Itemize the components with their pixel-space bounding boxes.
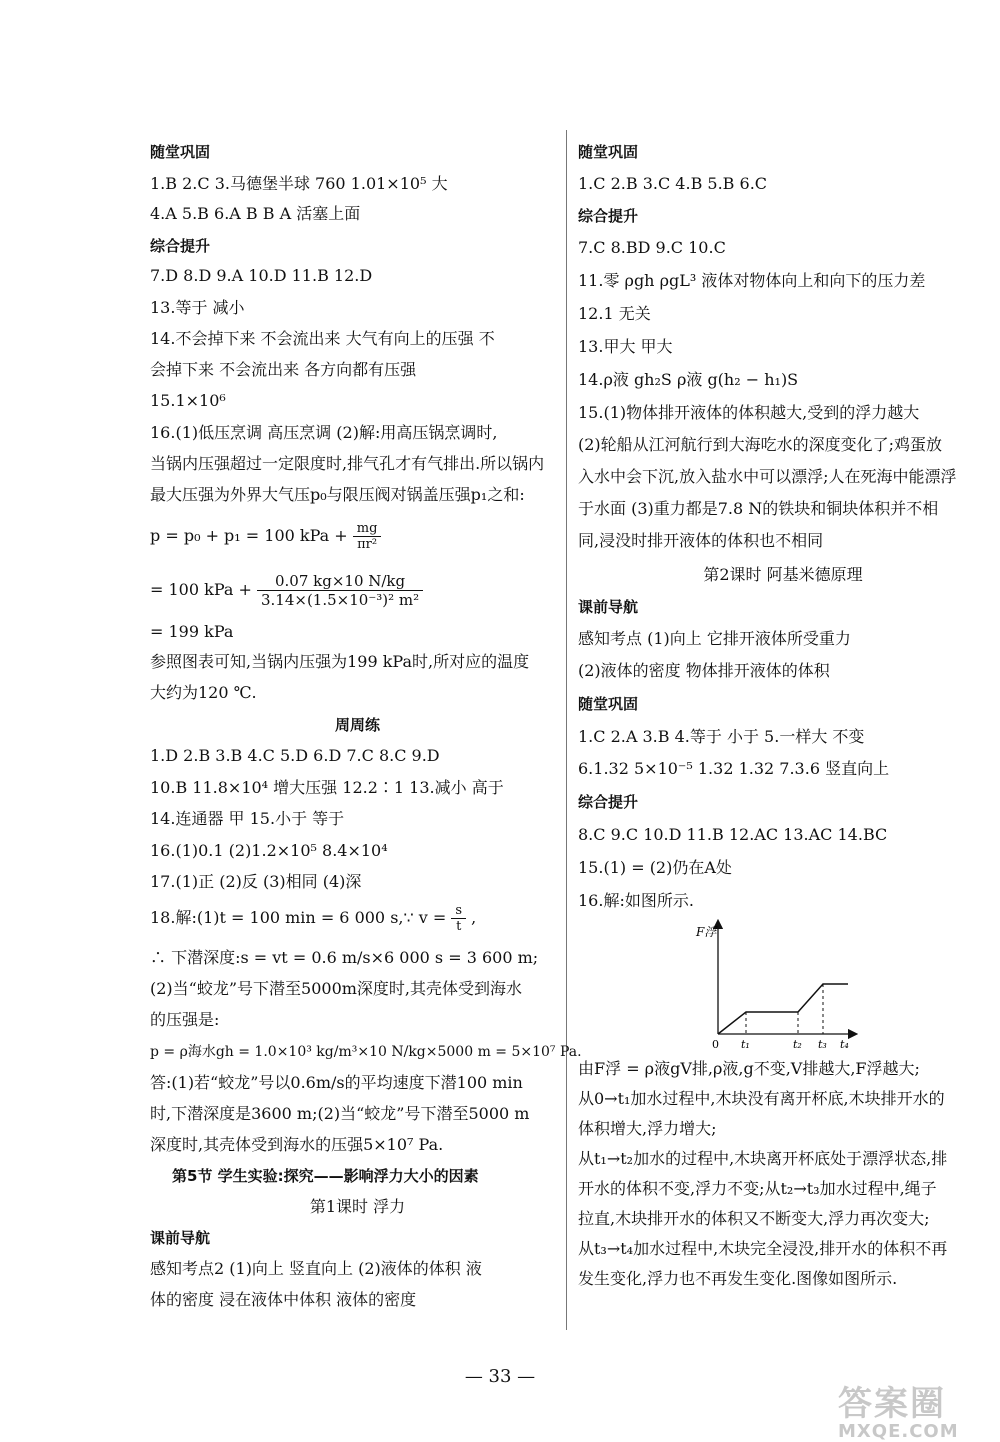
watermark-url: MXQE.COM [838, 1421, 959, 1442]
answer-line: 7.D 8.D 9.A 10.D 11.B 12.D [150, 266, 373, 285]
answer-line: 发生变化,浮力也不再发生变化.图像如图所示. [578, 1269, 898, 1288]
answer-line: 13.等于 减小 [150, 298, 245, 317]
answer-line: 1.C 2.A 3.B 4.等于 小于 5.一样大 不变 [578, 727, 865, 746]
section-title: 课前导航 [578, 598, 639, 616]
answer-line: 从0→t₁加水过程中,木块没有离开杯底,木块排开水的 [578, 1089, 945, 1108]
tick-label: t₁ [741, 1038, 750, 1051]
answer-line: (2)液体的密度 物体排开液体的体积 [578, 661, 830, 680]
answer-line: 最大压强为外界大气压p₀与限压阀对锅盖压强p₁之和: [150, 485, 525, 504]
answer-line: 深度时,其壳体受到海水的压强5×10⁷ Pa. [150, 1135, 444, 1154]
equation-lhs: p = p₀ + p₁ = 100 kPa + [150, 526, 348, 545]
answer-line: 体积增大,浮力增大; [578, 1119, 717, 1138]
tick-label: t₃ [818, 1038, 827, 1051]
answer-line: 14.连通器 甲 15.小于 等于 [150, 809, 345, 828]
answer-line: 感知考点 (1)向上 它排开液体所受重力 [578, 629, 851, 648]
fraction [451, 903, 466, 934]
answer-line: (2)轮船从江河航行到大海吃水的深度变化了;鸡蛋放 [578, 435, 943, 454]
answer-line: 从t₃→t₄加水过程中,木块完全浸没,排开水的体积不再 [578, 1239, 948, 1258]
answer-line: 16.解:如图所示. [578, 891, 694, 910]
answer-line: 同,浸没时排开液体的体积也不相同 [578, 531, 824, 550]
answer-line: 14.不会掉下来 不会流出来 大气有向上的压强 不 [150, 329, 495, 348]
column-divider [566, 130, 567, 1330]
answer-line: 的压强是: [150, 1010, 220, 1029]
answer-line: 拉直,木块排开水的体积又不断变大,浮力再次变大; [578, 1209, 930, 1228]
equation-lhs: = 100 kPa + [150, 580, 252, 599]
fraction-numerator: mg [353, 521, 382, 537]
equation-text: , [471, 908, 477, 927]
section-title: 综合提升 [578, 793, 639, 811]
page-number: — 33 — [464, 1366, 536, 1387]
answer-line: 13.甲大 甲大 [578, 337, 673, 356]
equation-line [150, 514, 381, 558]
section-title: 随堂巩固 [150, 143, 211, 161]
answer-line: p = ρ海水gh = 1.0×10³ kg/m³×10 N/kg×5000 m = 5×10⁷ Pa. [150, 1044, 582, 1060]
y-axis-label: F浮 [696, 925, 717, 939]
fraction-denominator: t [456, 919, 462, 934]
answer-line: 8.C 9.C 10.D 11.B 12.AC 13.AC 14.BC [578, 825, 888, 844]
answer-line: 大约为120 ℃. [150, 683, 257, 702]
fraction-denominator: πr² [357, 537, 378, 552]
answer-line: 17.(1)正 (2)反 (3)相同 (4)深 [150, 872, 362, 891]
fraction-denominator: 3.14×(1.5×10⁻³)² m² [260, 591, 420, 609]
tick-label: t₄ [840, 1038, 849, 1051]
answer-line: 时,下潜深度是3600 m;(2)当“蛟龙”号下潜至5000 m [150, 1104, 530, 1123]
subsection-heading: 第2课时 阿基米德原理 [703, 565, 863, 584]
section-title: 综合提升 [150, 237, 211, 255]
answer-line: (2)当“蛟龙”号下潜至5000m深度时,其壳体受到海水 [150, 979, 523, 998]
section-title: 随堂巩固 [578, 143, 639, 161]
answer-line: ∴ 下潜深度:s = vt = 0.6 m/s×6 000 s = 3 600 m; [150, 948, 539, 967]
tick-label: t₂ [793, 1038, 802, 1051]
section-heading: 周周练 [334, 716, 380, 734]
fraction [257, 572, 423, 609]
answer-line: 7.C 8.BD 9.C 10.C [578, 238, 726, 257]
equation-line [150, 898, 476, 938]
answer-line: 体的密度 浸在液体中体积 液体的密度 [150, 1290, 417, 1309]
answer-line: 当锅内压强超过一定限度时,排气孔才有气排出.所以锅内 [150, 454, 545, 473]
answer-line: 4.A 5.B 6.A B B A 活塞上面 [150, 204, 361, 223]
watermark-text: 答案圈 [838, 1384, 946, 1424]
equation-line [150, 566, 423, 614]
answer-line: 15.(1) = (2)仍在A处 [578, 858, 732, 877]
answer-line: 答:(1)若“蛟龙”号以0.6m/s的平均速度下潜100 min [150, 1073, 523, 1092]
answer-line: 1.D 2.B 3.B 4.C 5.D 6.D 7.C 8.C 9.D [150, 746, 440, 765]
force-curve [718, 984, 848, 1034]
answer-line: 14.ρ液 gh₂S ρ液 g(h₂ − h₁)S [578, 370, 799, 389]
subsection-heading: 第1课时 浮力 [309, 1197, 406, 1216]
fraction-numerator: s [451, 903, 466, 919]
answer-line: 16.(1)低压烹调 高压烹调 (2)解:用高压锅烹调时, [150, 423, 498, 442]
fraction-numerator: 0.07 kg×10 N/kg [257, 572, 423, 591]
section-heading: 第5节 学生实验:探究——影响浮力大小的因素 [172, 1167, 479, 1185]
answer-line: 从t₁→t₂加水的过程中,木块离开杯底处于漂浮状态,排 [578, 1149, 948, 1168]
answer-line: 感知考点2 (1)向上 竖直向上 (2)液体的体积 液 [150, 1259, 482, 1278]
section-title: 综合提升 [578, 207, 639, 225]
answer-line: 1.B 2.C 3.马德堡半球 760 1.01×10⁵ 大 [150, 174, 448, 193]
equation-line: = 199 kPa [150, 622, 234, 641]
equation-text: 18.解:(1)t = 100 min = 6 000 s,∵ v = [150, 908, 447, 927]
answer-line: 会掉下来 不会流出来 各方向都有压强 [150, 360, 417, 379]
section-title: 课前导航 [150, 1229, 211, 1247]
answer-line: 6.1.32 5×10⁻⁵ 1.32 1.32 7.3.6 竖直向上 [578, 759, 890, 778]
fraction [353, 521, 382, 552]
answer-line: 参照图表可知,当锅内压强为199 kPa时,所对应的温度 [150, 652, 530, 671]
answer-line: 15.1×10⁶ [150, 391, 226, 410]
answer-line: 入水中会下沉,放入盐水中可以漂浮;人在死海中能漂浮 [578, 467, 957, 486]
answer-line: 15.(1)物体排开液体的体积越大,受到的浮力越大 [578, 403, 920, 422]
answer-line: 16.(1)0.1 (2)1.2×10⁵ 8.4×10⁴ [150, 841, 388, 860]
answer-line: 由F浮 = ρ液gV排,ρ液,g不变,V排越大,F浮越大; [578, 1059, 920, 1078]
answer-line: 10.B 11.8×10⁴ 增大压强 12.2∶1 13.减小 高于 [150, 778, 504, 797]
answer-line: 于水面 (3)重力都是7.8 N的铁块和铜块体积并不相 [578, 499, 939, 518]
answer-line: 开水的体积不变,浮力不变;从t₂→t₃加水过程中,绳子 [578, 1179, 937, 1198]
watermark-logo [838, 1376, 959, 1442]
answer-line: 11.零 ρgh ρgL³ 液体对物体向上和向下的压力差 [578, 271, 926, 290]
answer-line: 1.C 2.B 3.C 4.B 5.B 6.C [578, 174, 768, 193]
section-title: 随堂巩固 [578, 695, 639, 713]
buoyancy-graph [688, 914, 858, 1054]
answer-line: 12.1 无关 [578, 304, 651, 323]
origin-label: 0 [712, 1038, 719, 1051]
